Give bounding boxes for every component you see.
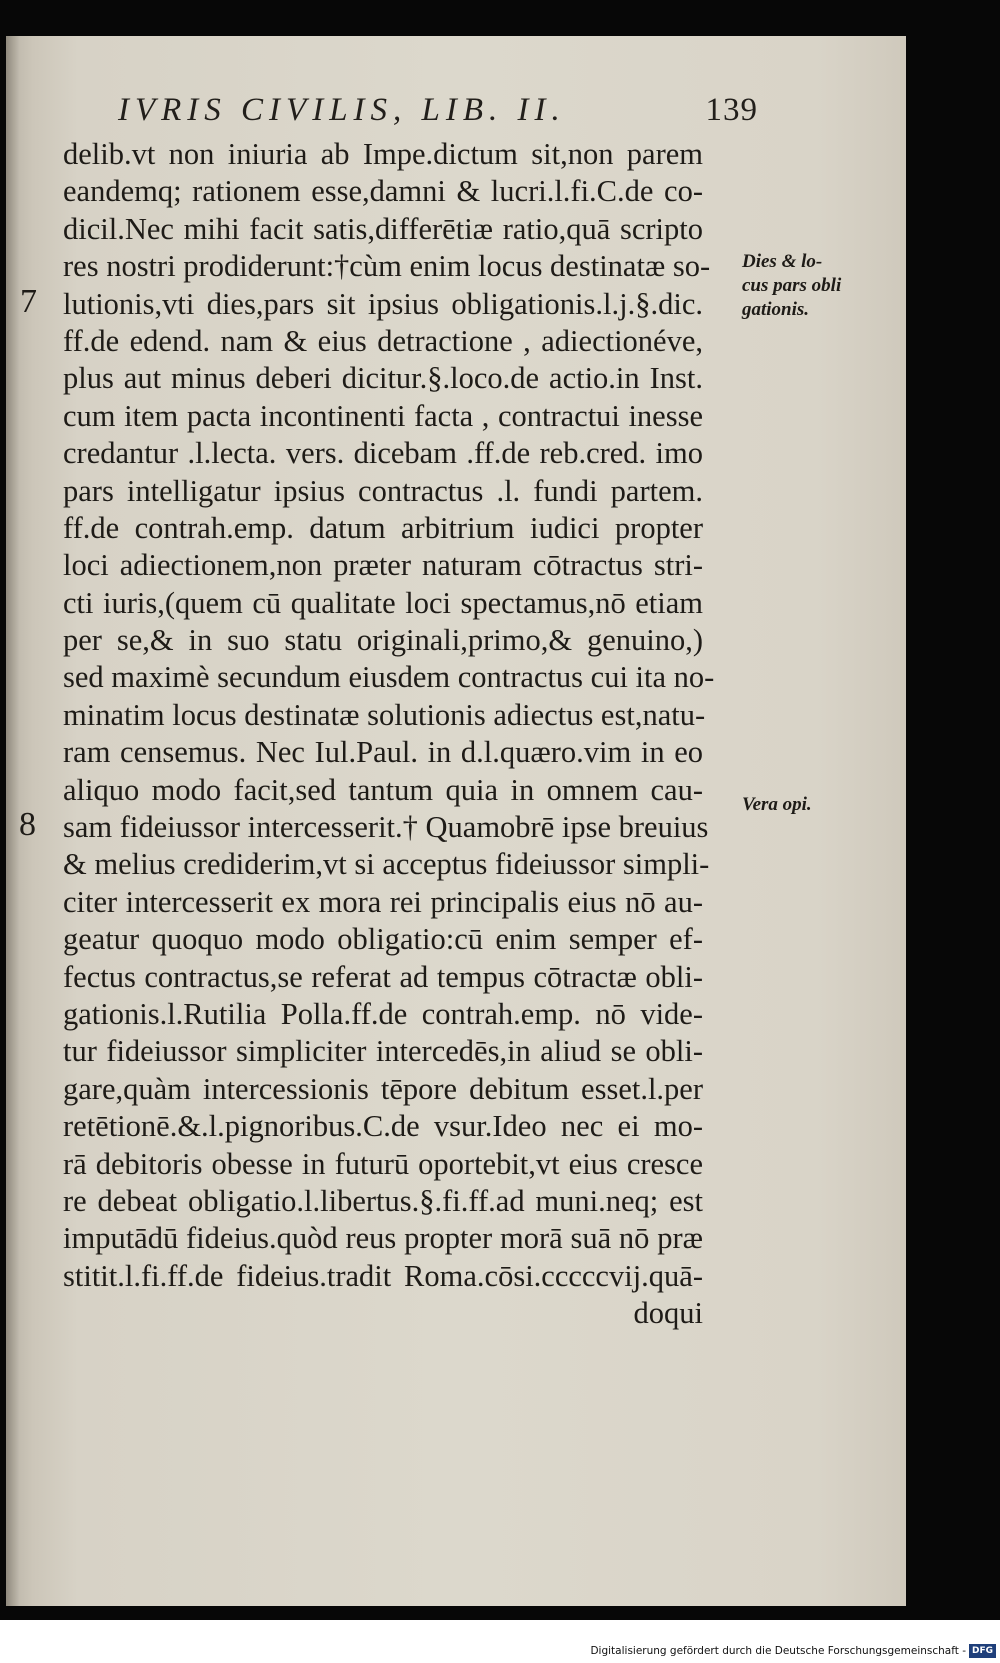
text-line: & melius crediderim,vt si acceptus fideiussor simpli- (63, 847, 710, 882)
text-line: doqui (633, 1296, 703, 1331)
text-line: fectus contractus,se referat ad tempus cōtractæ obli- (63, 959, 703, 994)
footer-text: Digitalisierung gefördert durch die Deutsche Forschungsgemeinschaft - (590, 1645, 966, 1657)
text-line: citer intercesserit ex mora rei principalis eius nō au- (63, 884, 703, 919)
text-line: ff.de contrah.emp. datum arbitrium iudici propter (63, 510, 703, 545)
marginal-note-dies (742, 250, 841, 322)
text-line: geatur quoquo modo obligatio:cū enim semper ef- (63, 922, 703, 957)
text-line: ram censemus. Nec Iul.Paul. in d.l.quæro.vim in eo (63, 735, 703, 770)
text-line: cti iuris,(quem cū qualitate loci spectamus,nō etiam (63, 585, 703, 620)
text-line: gare,quàm intercessionis tēpore debitum esset.l.per (63, 1071, 703, 1106)
page-binding-edge (6, 36, 20, 1606)
text-line: plus aut minus deberi dicitur.§.loco.de actio.in Inst. (63, 361, 703, 396)
text-line: cum item pacta incontinenti facta , contractui inesse (63, 398, 703, 433)
line-number-7: 7 (20, 283, 37, 320)
text-line: sam fideiussor intercesserit.† Quamobrē ipse breuius (63, 810, 709, 845)
text-line: eandemq; rationem esse,damni & lucri.l.fi.C.de co- (63, 174, 703, 209)
text-line: lutionis,vti dies,pars sit ipsius obligationis.l.j.§.dic. (63, 286, 703, 321)
marginal-note-line: Vera opi. (742, 794, 812, 815)
text-line: aliquo modo facit,sed tantum quia in omnem cau- (63, 772, 703, 807)
text-line: gationis.l.Rutilia Polla.ff.de contrah.emp. nō vide- (63, 996, 703, 1031)
text-line: tur fideiussor simpliciter intercedēs,in aliud se obli- (63, 1034, 703, 1069)
text-line: loci adiectionem,non præter naturam cōtractus stri- (63, 548, 703, 583)
digitization-footer (590, 1643, 996, 1659)
text-line: credantur .l.lecta. vers. dicebam .ff.de reb.cred. imo (63, 436, 703, 471)
text-line: re debeat obligatio.l.libertus.§.fi.ff.ad muni.neq; est (63, 1183, 703, 1218)
text-line: sed maximè secundum eiusdem contractus cui ita no- (63, 660, 715, 695)
marginal-note-line: Dies & lo- (742, 251, 823, 272)
marginal-note-vera (742, 793, 812, 817)
line-number-8: 8 (19, 806, 36, 843)
dfg-logo: DFG (969, 1644, 996, 1658)
marginal-note-line: cus pars obli (742, 275, 842, 296)
book-page (6, 36, 906, 1606)
text-line: imputādū fideius.quòd reus propter morā suā nō præ (63, 1221, 703, 1256)
text-line: ff.de edend. nam & eius detractione , adiectionéve, (63, 323, 703, 358)
body-text (63, 136, 715, 1333)
text-line: dicil.Nec mihi facit satis,differētiæ ratio,quā scripto (63, 211, 703, 246)
text-line: pars intelligatur ipsius contractus .l. fundi partem. (63, 473, 703, 508)
running-head-title: IVRIS CIVILIS, LIB. II. (118, 92, 566, 128)
running-head (118, 92, 758, 138)
text-line: minatim locus destinatæ solutionis adiectus est,natu- (63, 697, 706, 732)
marginal-note-line: gationis. (742, 299, 810, 320)
text-line: retētionē.&.l.pignoribus.C.de vsur.Ideo nec ei mo- (63, 1109, 703, 1144)
page-number: 139 (705, 92, 758, 128)
text-line: per se,& in suo statu originali,primo,& genuino,) (63, 623, 703, 658)
text-line: delib.vt non iniuria ab Impe.dictum sit,non parem (63, 137, 703, 171)
text-line: stitit.l.fi.ff.de fideius.tradit Roma.cōsi.cccccvij.quā- (63, 1258, 703, 1293)
text-line: res nostri prodiderunt:†cùm enim locus destinatæ so- (63, 249, 711, 284)
text-line: rā debitoris obesse in futurū oportebit,vt eius cresce (63, 1146, 703, 1181)
